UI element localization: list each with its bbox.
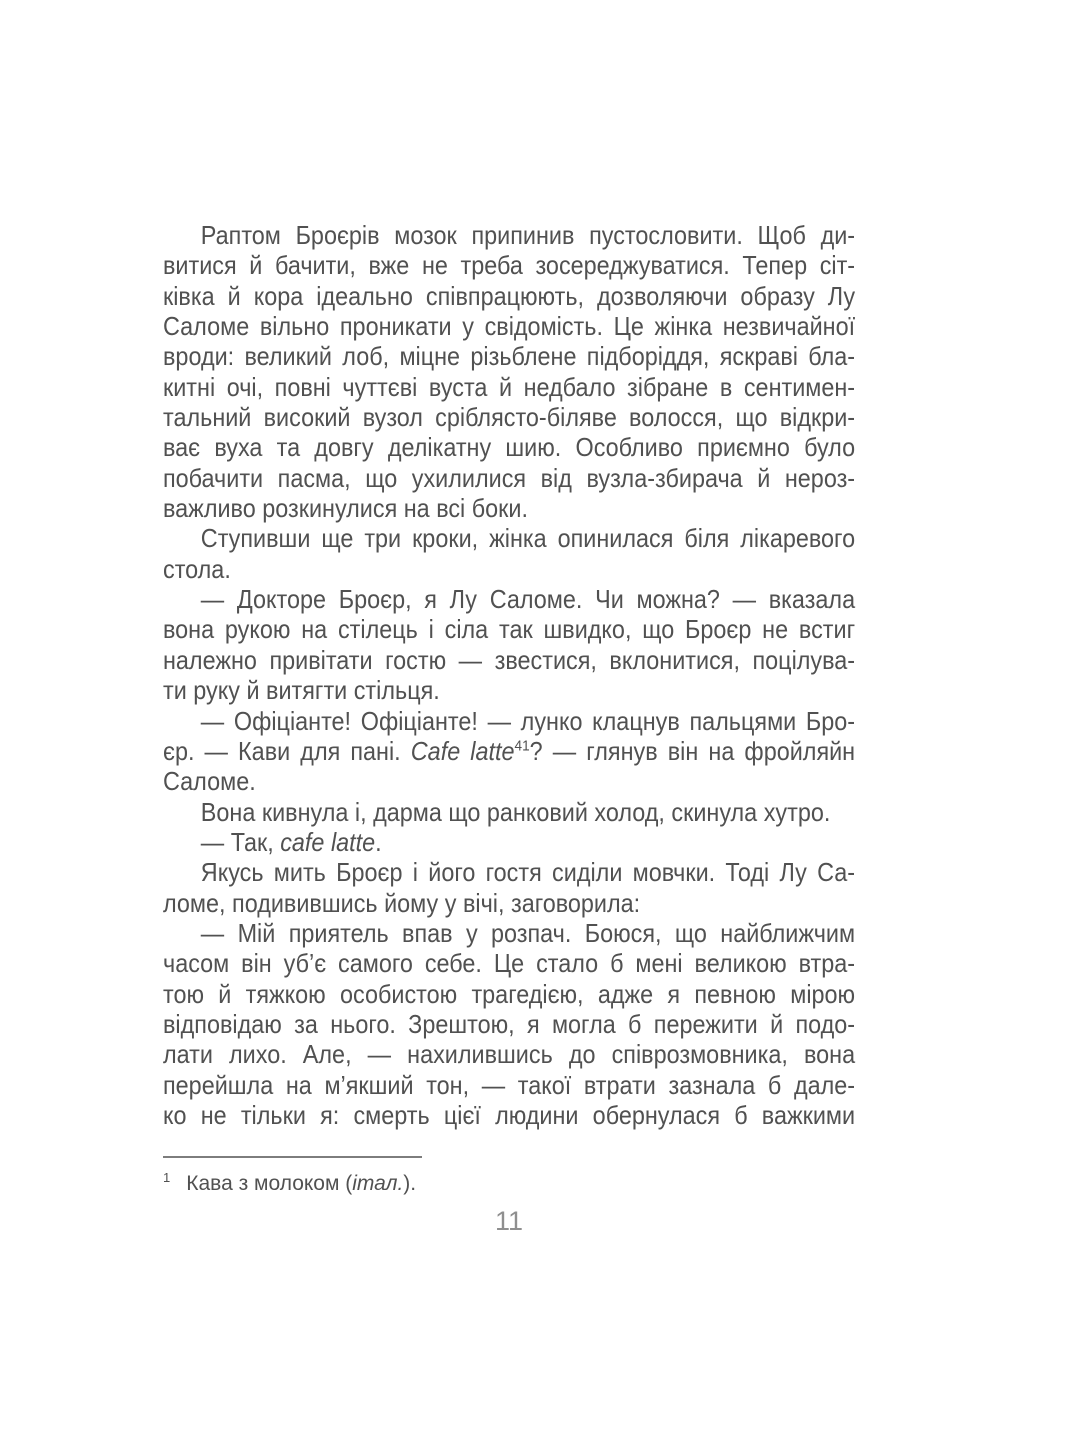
text-segment: Вона кивнула і, дарма що ранковий холод, скинула хутро. — [200, 796, 831, 827]
text-segment: тальний високий вузол сріблясто-біляве волосся, що відкри- — [163, 402, 856, 433]
text-segment: побачити пасма, що ухилилися від вузла-збирача й нероз- — [163, 462, 856, 493]
text-segment: китні очі, повні чуттєві вуста й недбало зібране в сентимен- — [163, 371, 856, 402]
text-line — [163, 736, 855, 766]
text-segment: відповідаю за нього. Зрештою, я могла б пережити й подо- — [163, 1008, 856, 1039]
text-line — [163, 372, 855, 402]
body-text-block — [163, 220, 855, 1130]
text-segment: Cafe latte — [410, 735, 515, 766]
text-line — [163, 766, 855, 796]
text-segment: ківка й кора ідеально співпрацюють, дозволяючи образу Лу — [163, 280, 856, 311]
text-line — [163, 827, 855, 857]
text-segment: важливо розкинулися на всі боки. — [163, 493, 528, 524]
text-segment: Ступивши ще три кроки, жінка опинилася біля лікаревого — [200, 523, 856, 554]
text-line — [163, 493, 855, 523]
page-number: 11 — [494, 1206, 524, 1236]
footnote — [163, 1171, 855, 1197]
text-segment: ломе, подивившись йому у вічі, заговорила: — [163, 887, 641, 918]
text-line — [163, 523, 855, 553]
text-line — [163, 614, 855, 644]
text-segment: Раптом Броєрів мозок припинив пустословити. Щоб ди- — [200, 220, 856, 250]
text-segment: Саломе вільно проникати у свідомість. Це жінка незвичайної — [163, 311, 856, 342]
text-line — [163, 797, 855, 827]
text-segment: витися й бачити, вже не треба зосереджуватися. Тепер сіт- — [163, 250, 856, 281]
text-line — [163, 220, 855, 250]
text-line — [163, 432, 855, 462]
footnote-separator — [163, 1156, 422, 1158]
text-segment: часом він уб’є самого себе. Це стало б мені великою втра- — [163, 948, 856, 979]
text-segment: Кава з молоком ( — [186, 1172, 353, 1195]
text-line — [163, 250, 855, 280]
text-segment: ти руку й витягти стільця. — [163, 675, 440, 706]
text-segment: належно привітати гостю — звестися, вклонитися, поцілува- — [163, 644, 856, 675]
text-line — [163, 948, 855, 978]
text-line — [163, 1100, 855, 1130]
text-segment: — Докторе Броєр, я Лу Саломе. Чи можна? — вказала — [200, 584, 856, 615]
text-line — [163, 554, 855, 584]
text-segment: . — [375, 826, 382, 857]
text-segment: перейшла на м’якший тон, — такої втрати зазнала б дале- — [163, 1069, 856, 1100]
text-line — [163, 888, 855, 918]
text-line — [163, 311, 855, 341]
text-segment: — Так, — [200, 826, 281, 857]
text-line — [163, 402, 855, 432]
footnote-text — [186, 1172, 416, 1195]
text-segment: стола. — [163, 553, 231, 584]
text-line — [163, 1039, 855, 1069]
text-line — [163, 979, 855, 1009]
footnote-reference: 41 — [514, 737, 530, 755]
text-segment: cafe latte — [280, 826, 376, 857]
text-line — [163, 918, 855, 948]
text-line — [163, 463, 855, 493]
text-segment: вона рукою на стілець і сіла так швидко, що Броєр не встиг — [163, 614, 856, 645]
text-segment: ває вуха та довгу делікатну шию. Особливо приємно було — [163, 432, 856, 463]
text-segment: — Мій приятель впав у розпач. Боюся, що найближчим — [200, 917, 856, 948]
text-line — [163, 1009, 855, 1039]
text-segment: італ. — [352, 1172, 404, 1195]
text-segment: вроди: великий лоб, міцне різьблене підборіддя, яскраві бла- — [163, 341, 856, 372]
text-line — [163, 645, 855, 675]
text-segment: — Офіціанте! Офіціанте! — лунко клацнув пальцями Бро- — [200, 705, 856, 736]
text-segment: Саломе. — [163, 766, 256, 797]
text-line — [163, 341, 855, 371]
text-line — [163, 1070, 855, 1100]
text-line — [163, 584, 855, 614]
text-segment: ? — глянув він на фройляйн — [529, 735, 856, 766]
text-line — [163, 706, 855, 736]
text-segment: ко не тільки я: смерть цієї людини обернулася б важкими — [163, 1099, 856, 1130]
text-segment: тою й тяжкою особистою трагедією, адже я певною мірою — [163, 978, 856, 1009]
text-segment: Якусь мить Броєр і його гостя сиділи мовчки. Тоді Лу Са- — [200, 857, 856, 888]
text-line — [163, 675, 855, 705]
footnote-marker: 1 — [163, 1170, 171, 1185]
text-segment: єр. — Кави для пані. — [163, 735, 411, 766]
text-segment: лати лихо. Але, — нахилившись до співрозмовника, вона — [163, 1039, 856, 1070]
text-segment: ). — [403, 1172, 417, 1195]
text-line — [163, 857, 855, 887]
text-line — [163, 281, 855, 311]
